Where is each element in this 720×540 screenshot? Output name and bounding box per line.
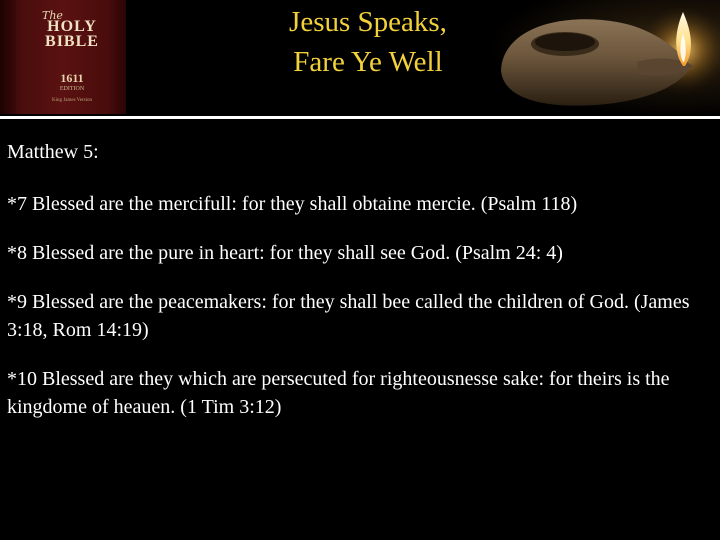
verse-9: *9 Blessed are the peacemakers: for they shall bee called the children of God. (James 3:18, Rom 14:19) — [7, 291, 690, 341]
verse-8: *8 Blessed are the pure in heart: for they shall see God. (Psalm 24: 4) — [7, 242, 563, 264]
slide-title-line-2: Fare Ye Well — [293, 46, 443, 78]
oil-lamp-icon — [487, 0, 720, 118]
bible-cover-edition: EDITION — [59, 86, 85, 92]
bible-cover-holy: HOLY — [47, 18, 97, 35]
header-divider — [0, 116, 720, 119]
bible-cover-year: 1611 — [60, 71, 84, 85]
bible-cover-imprint: King James Version — [52, 98, 92, 103]
slide-title — [240, 2, 496, 82]
chapter-heading: Matthew 5: — [7, 141, 99, 163]
scripture-content — [7, 138, 717, 442]
bible-cover-the: The — [42, 9, 63, 22]
slide-title-line-1: Jesus Speaks, — [289, 6, 447, 38]
bible-spine — [0, 0, 16, 114]
verse-7: *7 Blessed are the mercifull: for they shall obtaine mercie. (Psalm 118) — [7, 193, 578, 215]
holy-bible-cover-image — [0, 0, 126, 114]
verse-10: *10 Blessed are they which are persecuted for righteousnesse sake: for theirs is the kingdome of heauen. (1 Tim 3:12) — [7, 368, 670, 418]
oil-lamp-image — [487, 0, 720, 118]
bible-cover-bible: BIBLE — [45, 33, 99, 50]
